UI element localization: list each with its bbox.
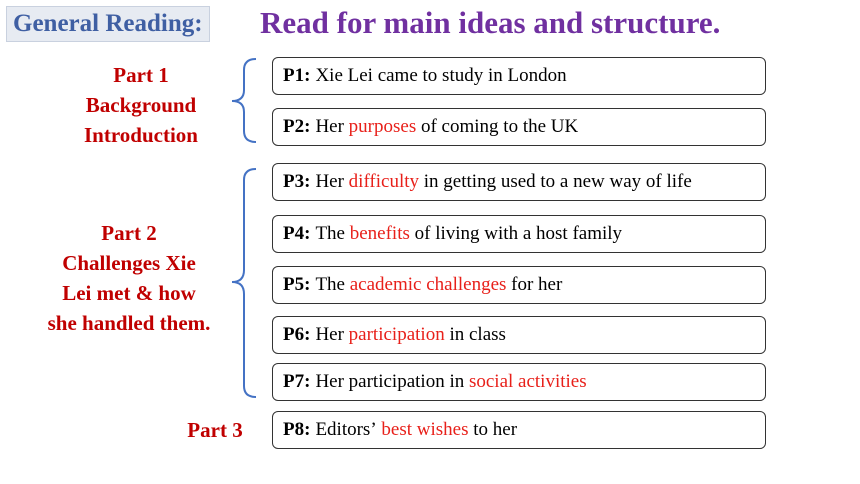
part-label-line: Part 1 [113, 63, 169, 87]
part3-label [170, 415, 260, 445]
paragraph-highlight: best wishes [381, 419, 469, 440]
paragraph-text: of coming to the UK [420, 116, 579, 137]
paragraph-highlight: academic challenges [349, 274, 507, 295]
paragraph-box-p6 [272, 316, 766, 354]
paragraph-box-p5 [272, 266, 766, 304]
paragraph-text: The [315, 274, 345, 295]
paragraph-id: P4: [283, 223, 311, 244]
paragraph-box-p4 [272, 215, 766, 253]
paragraph-text: Her [315, 116, 344, 137]
page-title: Read for main ideas and structure. [260, 5, 721, 40]
paragraph-highlight: social activities [468, 371, 587, 392]
paragraph-box-p3 [272, 163, 766, 201]
paragraph-text: for her [511, 274, 563, 295]
paragraph-id: P1: [283, 65, 311, 86]
paragraph-highlight: participation [348, 324, 445, 345]
paragraph-id: P8: [283, 419, 311, 440]
part1-label [56, 60, 226, 150]
paragraph-id: P6: [283, 324, 311, 345]
paragraph-text: in class [449, 324, 506, 345]
part-label-line: Introduction [84, 123, 198, 147]
paragraph-id: P2: [283, 116, 311, 137]
part-label-line: Lei met & how [62, 281, 196, 305]
paragraph-id: P7: [283, 371, 311, 392]
paragraph-text: Her [315, 171, 344, 192]
part1-brace [232, 59, 256, 142]
paragraph-text: Her participation in [315, 371, 465, 392]
paragraph-text: Xie Lei came to study in London [315, 65, 567, 86]
section-tag: General Reading: [6, 6, 210, 42]
part-label-line: Part 3 [187, 418, 243, 442]
paragraph-text: The [315, 223, 345, 244]
paragraph-id: P5: [283, 274, 311, 295]
paragraph-highlight: benefits [349, 223, 410, 244]
paragraph-text: in getting used to a new way of life [423, 171, 692, 192]
part-label-line: Background [85, 93, 197, 117]
part-label-line: Part 2 [101, 221, 157, 245]
paragraph-box-p8 [272, 411, 766, 449]
part-label-line: Challenges Xie [62, 251, 196, 275]
paragraph-box-p7 [272, 363, 766, 401]
paragraph-box-p1 [272, 57, 766, 95]
paragraph-text: Her [315, 324, 344, 345]
paragraph-text: of living with a host family [414, 223, 623, 244]
paragraph-box-p2 [272, 108, 766, 146]
paragraph-highlight: purposes [348, 116, 417, 137]
part2-label [14, 218, 244, 338]
paragraph-id: P3: [283, 171, 311, 192]
part-label-line: she handled them. [47, 311, 211, 335]
paragraph-text: Editors’ [315, 419, 377, 440]
paragraph-text: to her [473, 419, 518, 440]
paragraph-highlight: difficulty [348, 171, 420, 192]
